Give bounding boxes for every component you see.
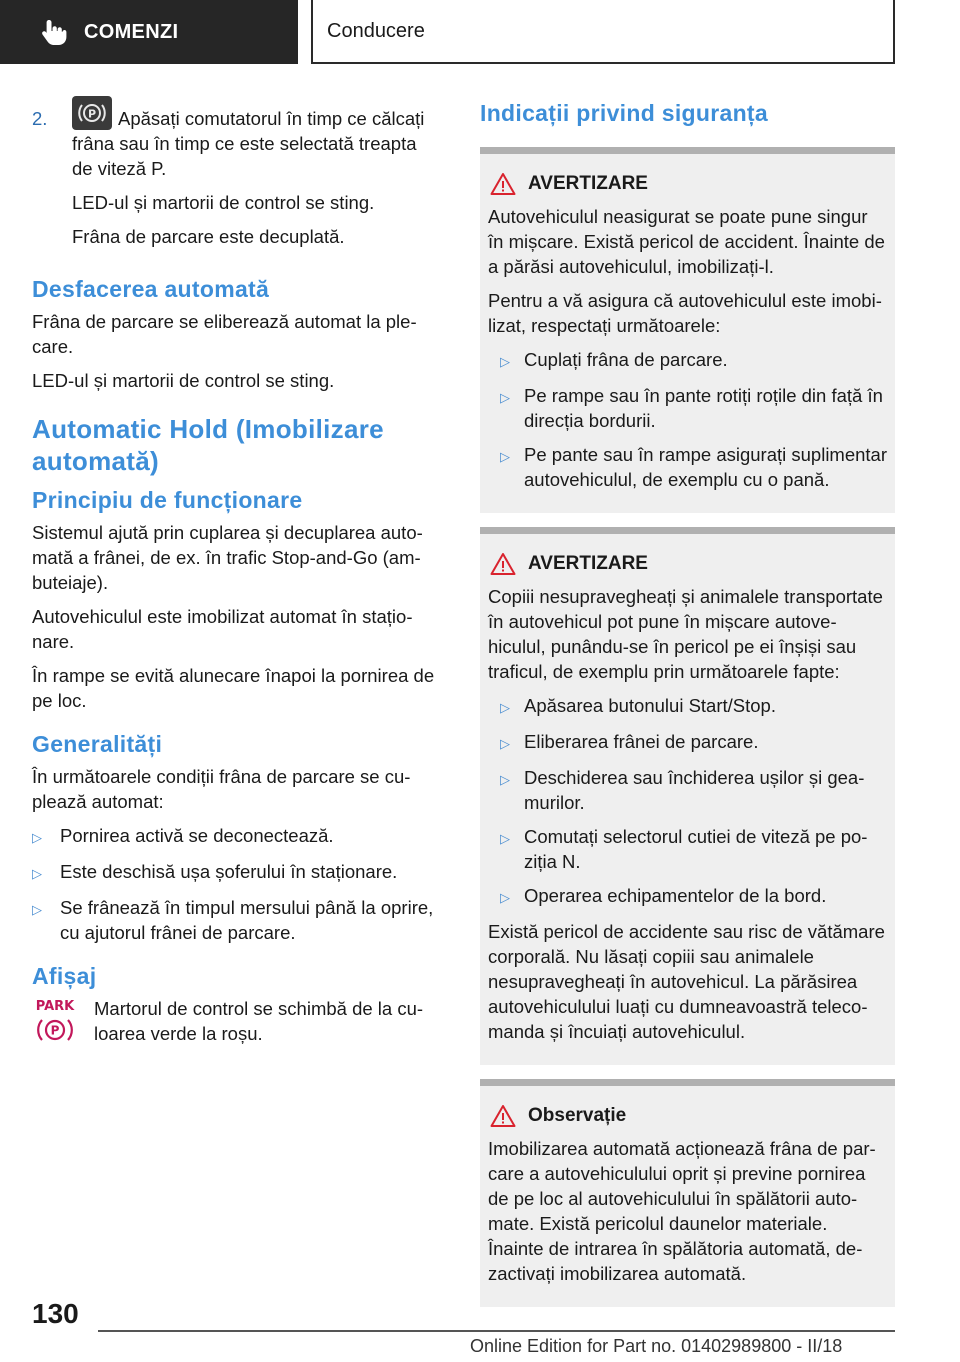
warning-1-text-2: Pentru a vă asigura că autovehiculul este imobilizat, respectați următoarele: <box>488 290 882 336</box>
note-box <box>480 1079 895 1307</box>
list-item: ▷ Pornirea activă se deconectează. <box>32 823 442 850</box>
list-item: ▷ Apăsarea butonului Start/Stop. <box>488 693 887 720</box>
list-item: ▷ Deschiderea sau închiderea ușilor și geamurilor. <box>488 765 887 815</box>
list-item: ▷ Este deschisă ușa șoferului în staționare. <box>32 859 442 886</box>
list-item: ▷ Eliberarea frânei de parcare. <box>488 729 887 756</box>
triangle-bullet-icon: ▷ <box>500 890 510 905</box>
note-text: Imobilizarea automată acționează frâna de parcare a autovehiculului oprit și previne pornirea de pe loc al autovehiculului în spălătorii automate. Există pericolul daunelor materiale. Înainte de intrarea în spălătoria automată, dezactivați imobilizarea automată. <box>488 1138 876 1284</box>
triangle-bullet-icon: ▷ <box>500 354 510 369</box>
note-title: Observație <box>528 1105 627 1126</box>
list-item: ▷ Operarea echipamentelor de la bord. <box>488 883 887 910</box>
step-2-result-2: Frâna de parcare este decuplată. <box>72 226 345 247</box>
list-item: ▷ Cuplați frâna de parcare. <box>488 347 887 374</box>
triangle-bullet-icon: ▷ <box>32 866 42 881</box>
display-indicator-row <box>32 996 442 1055</box>
section-title <box>311 0 895 64</box>
warning-2-list <box>488 693 887 910</box>
step-2-result-1: LED-ul și martorii de control se sting. <box>72 192 375 213</box>
left-column <box>32 106 442 1055</box>
svg-text:P: P <box>50 1023 60 1038</box>
heading-safety: Indicații privind siguranța <box>480 100 768 126</box>
step-2 <box>32 106 442 258</box>
parking-brake-switch-icon <box>72 96 112 130</box>
heading-display: Afișaj <box>32 963 97 989</box>
chapter-tab-commands[interactable] <box>0 0 298 64</box>
footer-divider <box>98 1330 895 1332</box>
section-title-text: Conducere <box>327 19 425 42</box>
heading-auto-release: Desfacerea automată <box>32 276 270 302</box>
warning-1-text-1: Autovehiculul neasigurat se poate pune singur în mișcare. Există pericol de accident. Înainte de a părăsi autovehiculul, imobilizați-l. <box>488 206 885 277</box>
general-list <box>32 823 442 945</box>
list-item: ▷ Comutați selectorul cutiei de viteză pe poziția N. <box>488 824 887 874</box>
hand-pointer-icon <box>38 16 70 48</box>
heading-general: Generalități <box>32 731 163 757</box>
warning-title: AVERTIZARE <box>528 173 648 194</box>
chapter-tab-label: COMENZI <box>84 20 179 43</box>
list-item: ▷ Pe rampe sau în pante rotiți roțile din față în direcția bordurii. <box>488 383 887 433</box>
warning-2-text-1: Copiii nesupravegheați și animalele transportate în autovehicul pot pune în mișcare autovehiculul, punându-se în pericol pe ei înșiși sau traficul, de exemplu prin următoarele fapte: <box>488 586 883 682</box>
display-text: Martorul de control se schimbă de la culoarea verde la roșu. <box>94 998 424 1044</box>
svg-text:P: P <box>87 107 97 121</box>
warning-1-list <box>488 347 887 492</box>
warning-triangle-icon <box>490 552 516 576</box>
heading-auto-hold: Automatic Hold (Imobilizare automată) <box>32 414 384 476</box>
park-icon-text: PARK <box>35 999 75 1014</box>
step-2-text: Apăsați comutatorul în timp ce călcați frâna sau în timp ce este selectată treapta de viteză P. <box>72 108 425 179</box>
auto-release-text-2: LED-ul și martorii de control se sting. <box>32 370 335 391</box>
triangle-bullet-icon: ▷ <box>500 831 510 846</box>
step-number: 2. <box>32 108 48 129</box>
park-warning-light-icon <box>32 996 94 1055</box>
triangle-bullet-icon: ▷ <box>500 736 510 751</box>
triangle-bullet-icon: ▷ <box>500 772 510 787</box>
page-number: 130 <box>32 1298 79 1329</box>
footer-edition: Online Edition for Part no. 01402989800 - II/18 <box>470 1336 843 1356</box>
warning-2-text-2: Există pericol de accidente sau risc de vătămare corporală. Nu lăsați copiii sau animalele nesupravegheați în autovehicul. La părăsirea autovehiculului luați cu dumneavoastră telecomanda și încuiați autovehiculul. <box>488 921 885 1042</box>
general-text: În următoarele condiții frâna de parcare se cuplează automat: <box>32 766 411 812</box>
list-item: ▷ Pe pante sau în rampe asigurați suplimentar autovehiculul, de exemplu cu o pană. <box>488 442 887 492</box>
triangle-bullet-icon: ▷ <box>32 830 42 845</box>
right-column <box>480 100 895 1317</box>
principle-text-1: Sistemul ajută prin cuplarea și decuplarea automată a frânei, de ex. în trafic Stop-and-Go (ambuteiaje). <box>32 522 423 593</box>
principle-text-2: Autovehiculul este imobilizat automat în staționare. <box>32 606 413 652</box>
warning-box-1 <box>480 147 895 513</box>
triangle-bullet-icon: ▷ <box>500 700 510 715</box>
principle-text-3: În rampe se evită alunecare înapoi la pornirea de pe loc. <box>32 665 435 711</box>
warning-box-2 <box>480 527 895 1065</box>
warning-triangle-icon <box>490 172 516 196</box>
heading-principle: Principiu de funcționare <box>32 487 303 513</box>
caution-triangle-icon <box>490 1104 516 1128</box>
list-item: ▷ Se frânează în timpul mersului până la oprire, cu ajutorul frânei de parcare. <box>32 897 434 943</box>
triangle-bullet-icon: ▷ <box>500 449 510 464</box>
warning-title: AVERTIZARE <box>528 553 648 574</box>
auto-release-text-1: Frâna de parcare se eliberează automat la plecare. <box>32 311 417 357</box>
triangle-bullet-icon: ▷ <box>32 902 42 917</box>
triangle-bullet-icon: ▷ <box>500 390 510 405</box>
